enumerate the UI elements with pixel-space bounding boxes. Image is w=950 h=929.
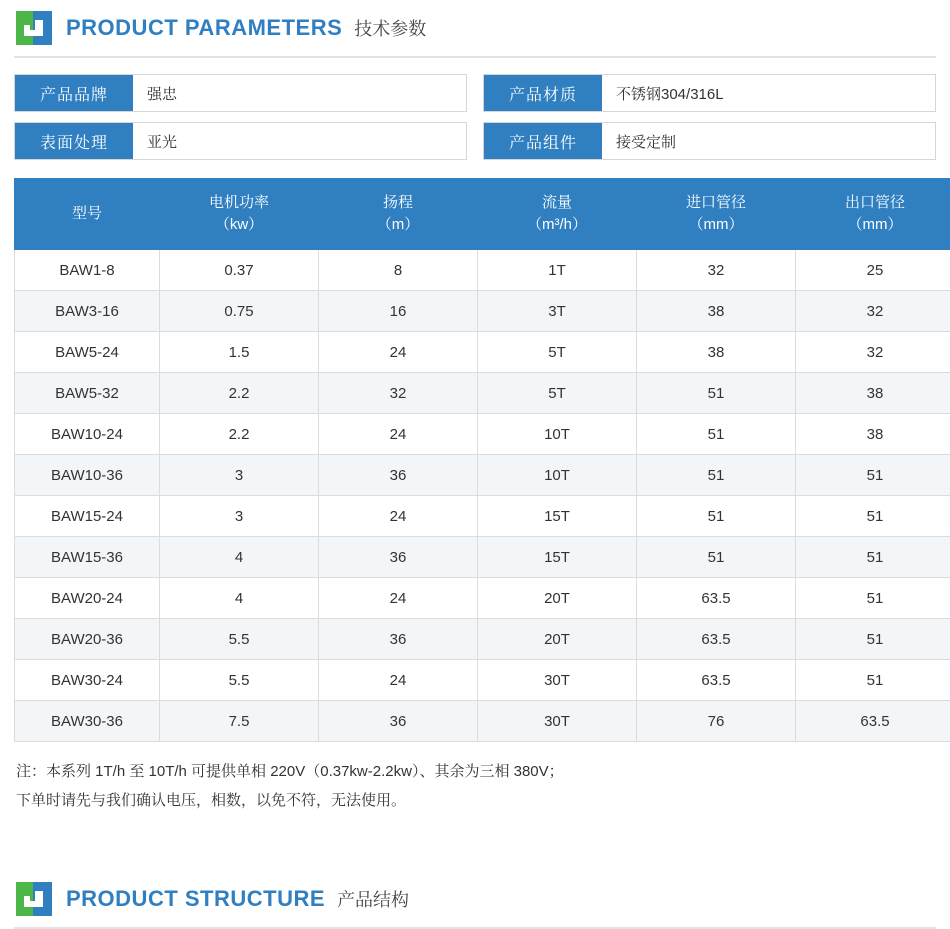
cell-model: BAW15-24 xyxy=(15,496,160,537)
cell-flow: 30T xyxy=(478,701,637,742)
section-title-en: PRODUCT PARAMETERS xyxy=(66,15,343,40)
cell-model: BAW1-8 xyxy=(15,250,160,291)
brand-logo-icon xyxy=(16,11,52,45)
cell-model: BAW20-24 xyxy=(15,578,160,619)
info-label-components: 产品组件 xyxy=(484,123,602,159)
cell-model: BAW20-36 xyxy=(15,619,160,660)
note-line-2: 下单时请先与我们确认电压，相数，以免不符，无法使用。 xyxy=(16,791,407,809)
info-row-components xyxy=(483,122,936,160)
cell-flow: 3T xyxy=(478,291,637,332)
column-header-inlet-line1: 进口管径 xyxy=(685,194,746,212)
cell-flow: 10T xyxy=(478,414,637,455)
cell-inlet: 38 xyxy=(637,291,796,332)
section-title-cn: 技术参数 xyxy=(354,19,427,39)
column-header-power-line2: （kw） xyxy=(214,216,264,233)
column-header-head xyxy=(319,179,478,250)
info-label-brand: 产品品牌 xyxy=(15,75,133,111)
info-value-brand: 强忠 xyxy=(133,75,466,111)
table-row xyxy=(15,578,950,619)
cell-outlet: 38 xyxy=(796,414,950,455)
cell-inlet: 51 xyxy=(637,414,796,455)
cell-outlet: 63.5 xyxy=(796,701,950,742)
cell-flow: 20T xyxy=(478,619,637,660)
column-header-model xyxy=(15,179,160,250)
section-title-cn: 产品结构 xyxy=(337,890,410,910)
cell-power: 3 xyxy=(160,455,319,496)
cell-outlet: 32 xyxy=(796,291,950,332)
cell-power: 2.2 xyxy=(160,414,319,455)
cell-power: 1.5 xyxy=(160,332,319,373)
cell-model: BAW5-24 xyxy=(15,332,160,373)
table-row xyxy=(15,250,950,291)
cell-inlet: 51 xyxy=(637,373,796,414)
cell-power: 5.5 xyxy=(160,619,319,660)
info-value-material: 不锈钢304/316L xyxy=(602,75,935,111)
column-header-flow-line2: （m³/h） xyxy=(526,216,587,233)
info-row-material xyxy=(483,74,936,112)
cell-inlet: 51 xyxy=(637,496,796,537)
spec-table xyxy=(14,178,950,742)
cell-inlet: 38 xyxy=(637,332,796,373)
cell-head: 36 xyxy=(319,619,478,660)
section-header-structure xyxy=(0,871,950,927)
cell-power: 4 xyxy=(160,537,319,578)
info-column-left xyxy=(14,74,467,160)
cell-inlet: 63.5 xyxy=(637,578,796,619)
section-structure xyxy=(0,871,950,929)
table-row xyxy=(15,414,950,455)
cell-head: 24 xyxy=(319,660,478,701)
cell-outlet: 51 xyxy=(796,619,950,660)
cell-outlet: 32 xyxy=(796,332,950,373)
cell-flow: 10T xyxy=(478,455,637,496)
cell-head: 8 xyxy=(319,250,478,291)
column-header-head-line1: 扬程 xyxy=(382,194,413,212)
cell-model: BAW10-24 xyxy=(15,414,160,455)
cell-model: BAW30-24 xyxy=(15,660,160,701)
cell-flow: 20T xyxy=(478,578,637,619)
cell-inlet: 51 xyxy=(637,455,796,496)
cell-power: 0.37 xyxy=(160,250,319,291)
cell-power: 3 xyxy=(160,496,319,537)
info-column-right xyxy=(483,74,936,160)
column-header-model-line1: 型号 xyxy=(71,205,102,223)
spec-table-body xyxy=(15,250,950,742)
cell-flow: 5T xyxy=(478,332,637,373)
column-header-head-line2: （m） xyxy=(376,216,420,233)
cell-head: 16 xyxy=(319,291,478,332)
table-row xyxy=(15,455,950,496)
cell-inlet: 63.5 xyxy=(637,619,796,660)
cell-power: 2.2 xyxy=(160,373,319,414)
cell-outlet: 25 xyxy=(796,250,950,291)
brand-logo-icon xyxy=(16,882,52,916)
column-header-power-line1: 电机功率 xyxy=(208,194,269,212)
cell-outlet: 51 xyxy=(796,455,950,496)
cell-inlet: 63.5 xyxy=(637,660,796,701)
cell-inlet: 32 xyxy=(637,250,796,291)
cell-power: 0.75 xyxy=(160,291,319,332)
cell-outlet: 38 xyxy=(796,373,950,414)
table-row xyxy=(15,373,950,414)
info-label-material: 产品材质 xyxy=(484,75,602,111)
column-header-inlet-line2: （mm） xyxy=(688,216,744,233)
cell-head: 36 xyxy=(319,701,478,742)
cell-power: 5.5 xyxy=(160,660,319,701)
column-header-flow xyxy=(478,179,637,250)
cell-model: BAW5-32 xyxy=(15,373,160,414)
cell-head: 32 xyxy=(319,373,478,414)
column-header-flow-line1: 流量 xyxy=(541,194,572,212)
cell-outlet: 51 xyxy=(796,496,950,537)
info-label-surface: 表面处理 xyxy=(15,123,133,159)
column-header-outlet xyxy=(796,179,950,250)
section-title-en: PRODUCT STRUCTURE xyxy=(66,886,326,911)
cell-flow: 30T xyxy=(478,660,637,701)
cell-model: BAW30-36 xyxy=(15,701,160,742)
cell-outlet: 51 xyxy=(796,537,950,578)
cell-outlet: 51 xyxy=(796,578,950,619)
table-row xyxy=(15,701,950,742)
column-header-outlet-line1: 出口管径 xyxy=(844,194,905,212)
cell-head: 24 xyxy=(319,414,478,455)
table-row xyxy=(15,291,950,332)
cell-flow: 15T xyxy=(478,537,637,578)
info-value-surface: 亚光 xyxy=(133,123,466,159)
table-row xyxy=(15,619,950,660)
cell-model: BAW3-16 xyxy=(15,291,160,332)
info-value-components: 接受定制 xyxy=(602,123,935,159)
spec-table-header-row xyxy=(15,179,950,250)
cell-head: 24 xyxy=(319,578,478,619)
cell-flow: 5T xyxy=(478,373,637,414)
cell-model: BAW10-36 xyxy=(15,455,160,496)
cell-power: 4 xyxy=(160,578,319,619)
section-header-parameters xyxy=(0,0,950,56)
note-line-1: 注：本系列 1T/h 至 10T/h 可提供单相 220V（0.37kw-2.2kw）、其余为三相 380V； xyxy=(16,763,564,780)
info-row-brand xyxy=(14,74,467,112)
info-row-surface xyxy=(14,122,467,160)
cell-head: 24 xyxy=(319,332,478,373)
cell-outlet: 51 xyxy=(796,660,950,701)
spec-table-wrapper xyxy=(0,160,950,742)
cell-power: 7.5 xyxy=(160,701,319,742)
cell-model: BAW15-36 xyxy=(15,537,160,578)
cell-flow: 15T xyxy=(478,496,637,537)
product-info-grid xyxy=(0,58,950,160)
table-row xyxy=(15,496,950,537)
column-header-outlet-line2: （mm） xyxy=(847,216,903,233)
column-header-inlet xyxy=(637,179,796,250)
cell-inlet: 51 xyxy=(637,537,796,578)
cell-head: 36 xyxy=(319,537,478,578)
table-row xyxy=(15,537,950,578)
table-row xyxy=(15,660,950,701)
cell-head: 24 xyxy=(319,496,478,537)
table-notes xyxy=(0,742,950,815)
cell-flow: 1T xyxy=(478,250,637,291)
cell-inlet: 76 xyxy=(637,701,796,742)
table-row xyxy=(15,332,950,373)
column-header-power xyxy=(160,179,319,250)
cell-head: 36 xyxy=(319,455,478,496)
